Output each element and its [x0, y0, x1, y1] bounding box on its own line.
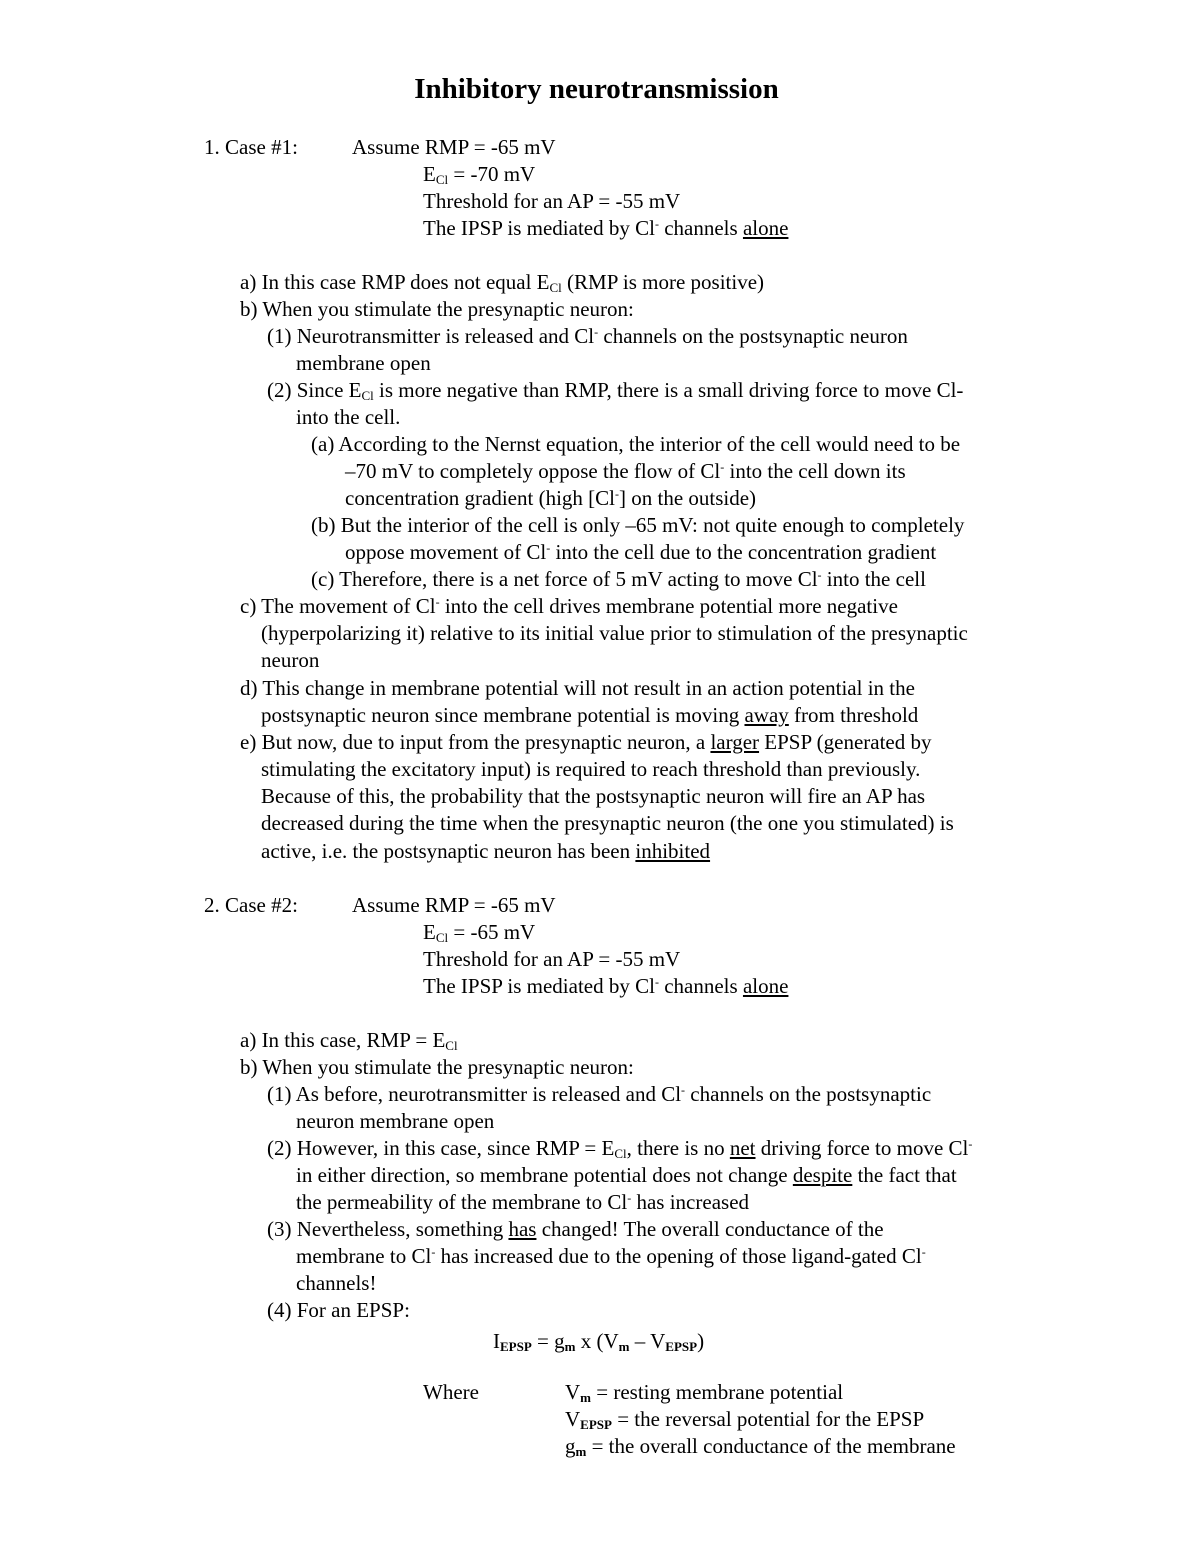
case2-ecl: $E_{Cl} = -65$ mV — [423, 920, 536, 945]
case1-item-b1: (1) Neurotransmitter is released and Cl- channels on the postsynaptic neuron — [267, 324, 908, 348]
case1-item-c-cont1: (hyperpolarizing it) relative to its initial value prior to stimulation of the presynaptic — [261, 621, 968, 645]
epsp-equation: $I_{EPSP} = g_m$ x $(V_m - V_{EPSP})$ — [493, 1329, 705, 1354]
case2-threshold: Threshold for an AP = -55 mV — [423, 947, 681, 971]
def-vepsp: $V_{EPSP}$ = the reversal potential for the EPSP — [565, 1407, 925, 1432]
case1-threshold: Threshold for an AP = -55 mV — [423, 189, 681, 213]
case1-item-e: e) But now, due to input from the presynaptic neuron, a larger EPSP (generated by — [240, 730, 932, 754]
case1-item-c-cont2: neuron — [261, 648, 320, 672]
def-vm: $V_m$ = resting membrane potential — [565, 1380, 844, 1405]
case2-item-b: b) When you stimulate the presynaptic neuron: — [240, 1055, 634, 1079]
case2-rmp: Assume RMP = -65 mV — [352, 893, 556, 917]
case2-item-b1-cont: neuron membrane open — [296, 1109, 495, 1133]
case2-ipsp: The IPSP is mediated by Cl- channels alone — [423, 974, 789, 998]
case1-item-b2b: (b) But the interior of the cell is only –65 mV: not quite enough to completely — [311, 513, 965, 537]
case2-item-b3-cont2: channels! — [296, 1271, 377, 1295]
case1-item-b2a-cont1: –70 mV to completely oppose the flow of Cl- into the cell down its — [345, 459, 906, 483]
case2-item-b1: (1) As before, neurotransmitter is released and Cl- channels on the postsynaptic — [267, 1082, 932, 1106]
case1-label: 1. Case #1: — [204, 135, 298, 159]
case1-item-b2b-cont: oppose movement of Cl- into the cell due to the concentration gradient — [345, 540, 937, 564]
case1-item-b2-cont: into the cell. — [296, 405, 401, 429]
case1-ipsp: The IPSP is mediated by Cl- channels alone — [423, 216, 789, 240]
case1-ecl: $E_{Cl} = -70$ mV — [423, 162, 536, 187]
case2-item-b3: (3) Nevertheless, something has changed! The overall conductance of the — [267, 1217, 884, 1241]
case1-item-c: c) The movement of Cl- into the cell drives membrane potential more negative — [240, 594, 898, 618]
case1-item-e-cont3: decreased during the time when the presynaptic neuron (the one you stimulated) is — [261, 811, 954, 835]
where-label: Where — [423, 1380, 479, 1404]
case1-item-b2: (2) Since $E_{Cl}$ is more negative than RMP, there is a small driving force to move Cl- — [267, 378, 964, 403]
case2-item-b2-cont2: the permeability of the membrane to Cl- has increased — [296, 1190, 750, 1214]
case1-item-d-cont: postsynaptic neuron since membrane potential is moving away from threshold — [261, 703, 919, 727]
case1-item-b2c: (c) Therefore, there is a net force of 5 mV acting to move Cl- into the cell — [311, 567, 926, 591]
case1-item-b2a: (a) According to the Nernst equation, the interior of the cell would need to be — [311, 432, 961, 456]
case1-rmp: Assume RMP = -65 mV — [352, 135, 556, 159]
def-gm: $g_m$ = the overall conductance of the membrane — [565, 1434, 956, 1459]
case1-item-b1-cont: membrane open — [296, 351, 431, 375]
case2-item-b3-cont1: membrane to Cl- has increased due to the opening of those ligand-gated Cl- — [296, 1244, 926, 1268]
case1-item-a: a) In this case RMP does not equal $E_{Cl}$ (RMP is more positive) — [240, 270, 765, 295]
case2-item-b2: (2) However, in this case, since RMP = $E_{Cl}$, there is no net driving force to move Cl- — [267, 1136, 973, 1161]
page-title: Inhibitory neurotransmission — [414, 73, 779, 105]
case1-item-d: d) This change in membrane potential will not result in an action potential in the — [240, 676, 915, 700]
case1-item-e-cont1: stimulating the excitatory input) is required to reach threshold than previously. — [261, 757, 921, 781]
case1-item-e-cont4: active, i.e. the postsynaptic neuron has been inhibited — [261, 839, 711, 863]
case1-item-e-cont2: Because of this, the probability that the postsynaptic neuron will fire an AP has — [261, 784, 926, 808]
case1-item-b: b) When you stimulate the presynaptic neuron: — [240, 297, 634, 321]
case2-label: 2. Case #2: — [204, 893, 298, 917]
case2-item-a: a) In this case, RMP = $E_{Cl}$ — [240, 1028, 458, 1053]
case1-item-b2a-cont2: concentration gradient (high [Cl-] on the outside) — [345, 486, 757, 510]
case2-item-b4: (4) For an EPSP: — [267, 1298, 410, 1322]
case2-item-b2-cont1: in either direction, so membrane potential does not change despite the fact that — [296, 1163, 957, 1187]
